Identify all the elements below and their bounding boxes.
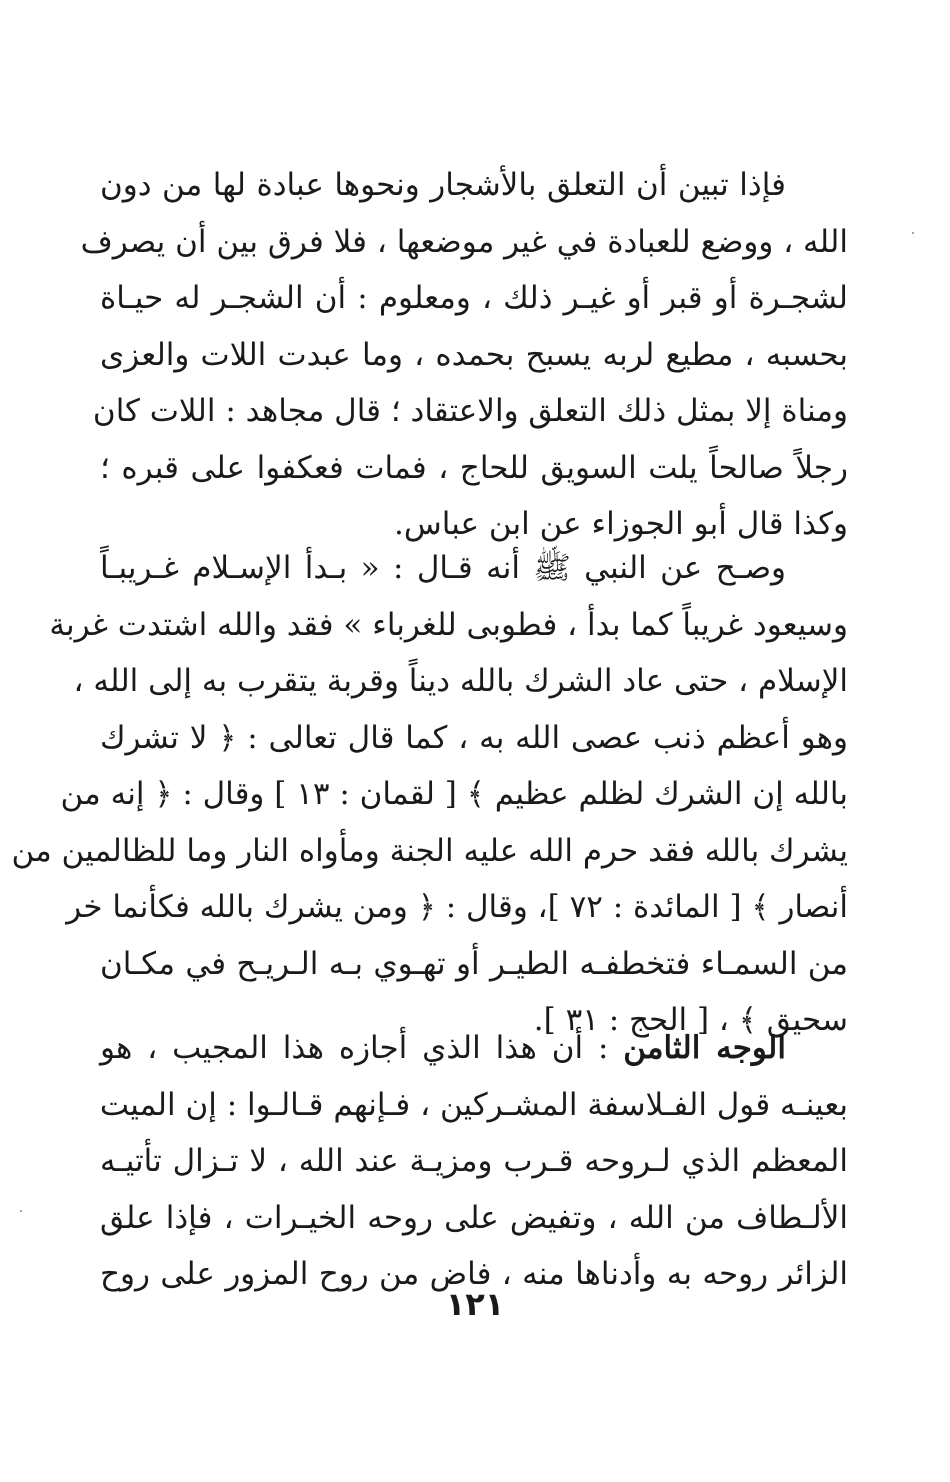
- paper-speck: [912, 232, 914, 234]
- text-line: من السمـاء فتخطفـه الطيـر أو تهـوي بـه الـريـح في مكـان: [100, 945, 848, 982]
- text-line: الإسلام ، حتى عاد الشرك بالله ديناً وقربة يتقرب به إلى الله ،: [73, 663, 848, 699]
- text-line: بعينـه قول الفـلاسفة المشـركين ، فـإنهم قـالـوا : إن الميت: [99, 1086, 848, 1123]
- text-line: فإذا تبين أن التعلق بالأشجار ونحوها عبادة لها من دون: [100, 167, 786, 203]
- text-line: سحيق ﴾ ، [ الحج : ٣١ ].: [533, 1002, 848, 1038]
- text-line: بالله إن الشرك لظلم عظيم ﴾ [ لقمان : ١٣ ] وقال : ﴿ إنه من: [60, 776, 848, 812]
- text-line: وسيعود غريباً كما بدأ ، فطوبى للغرباء » فقد والله اشتدت غربة: [49, 606, 848, 643]
- paper-speck: [20, 1210, 22, 1212]
- text-line: وصـح عن النبي ﷺ أنه قـال : « بـدأ الإسـلام غـريبـاً: [100, 550, 786, 586]
- text-line: ومناة إلا بمثل ذلك التعلق والاعتقاد ؛ قال مجاهد : اللات كان: [92, 393, 848, 429]
- text-line: الزائر روحه به وأدناها منه ، فاض من روح المزور على روح: [100, 1256, 848, 1292]
- text-line: الله ، ووضع للعبادة في غير موضعها ، فلا فرق بين أن يصرف: [80, 223, 848, 260]
- paragraph-2: [11, 540, 848, 1049]
- paragraph-3: [100, 1020, 848, 1303]
- paragraph-1: [80, 157, 848, 553]
- text-line: [100, 1020, 848, 1077]
- text-line: يشرك بالله فقد حرم الله عليه الجنة ومأواه النار وما للظالمين من: [11, 832, 848, 869]
- heading-continuation: : أن هذا الذي أجازه هذا المجيب ، هو: [100, 1030, 609, 1066]
- page-number: ١٢١: [445, 1285, 505, 1323]
- section-heading: الوجه الثامن: [623, 1030, 786, 1066]
- text-line: رجلاً صالحاً يلت السويق للحاج ، فمات فعكفوا على قبره ؛: [100, 449, 848, 486]
- text-line: لشجـرة أو قبر أو غيـر ذلك ، ومعلوم : أن الشجـر له حيـاة: [100, 280, 848, 316]
- text-line: أنصار ﴾ [ المائدة : ٧٢ ]، وقال : ﴿ ومن يشرك بالله فكأنما خر: [66, 889, 848, 925]
- text-line: وهو أعظم ذنب عصى الله به ، كما قال تعالى : ﴿ لا تشرك: [100, 719, 848, 756]
- text-line: بحسبه ، مطيع لربه يسبح بحمده ، وما عبدت اللات والعزى: [100, 336, 848, 373]
- text-line: الألـطاف من الله ، وتفيض على روحه الخيـرات ، فإذا علق: [100, 1199, 848, 1236]
- text-line: وكذا قال أبو الجوزاء عن ابن عباس.: [394, 506, 848, 542]
- text-line: المعظم الذي لـروحه قـرب ومزيـة عند الله ، لا تـزال تأتيـه: [100, 1143, 848, 1179]
